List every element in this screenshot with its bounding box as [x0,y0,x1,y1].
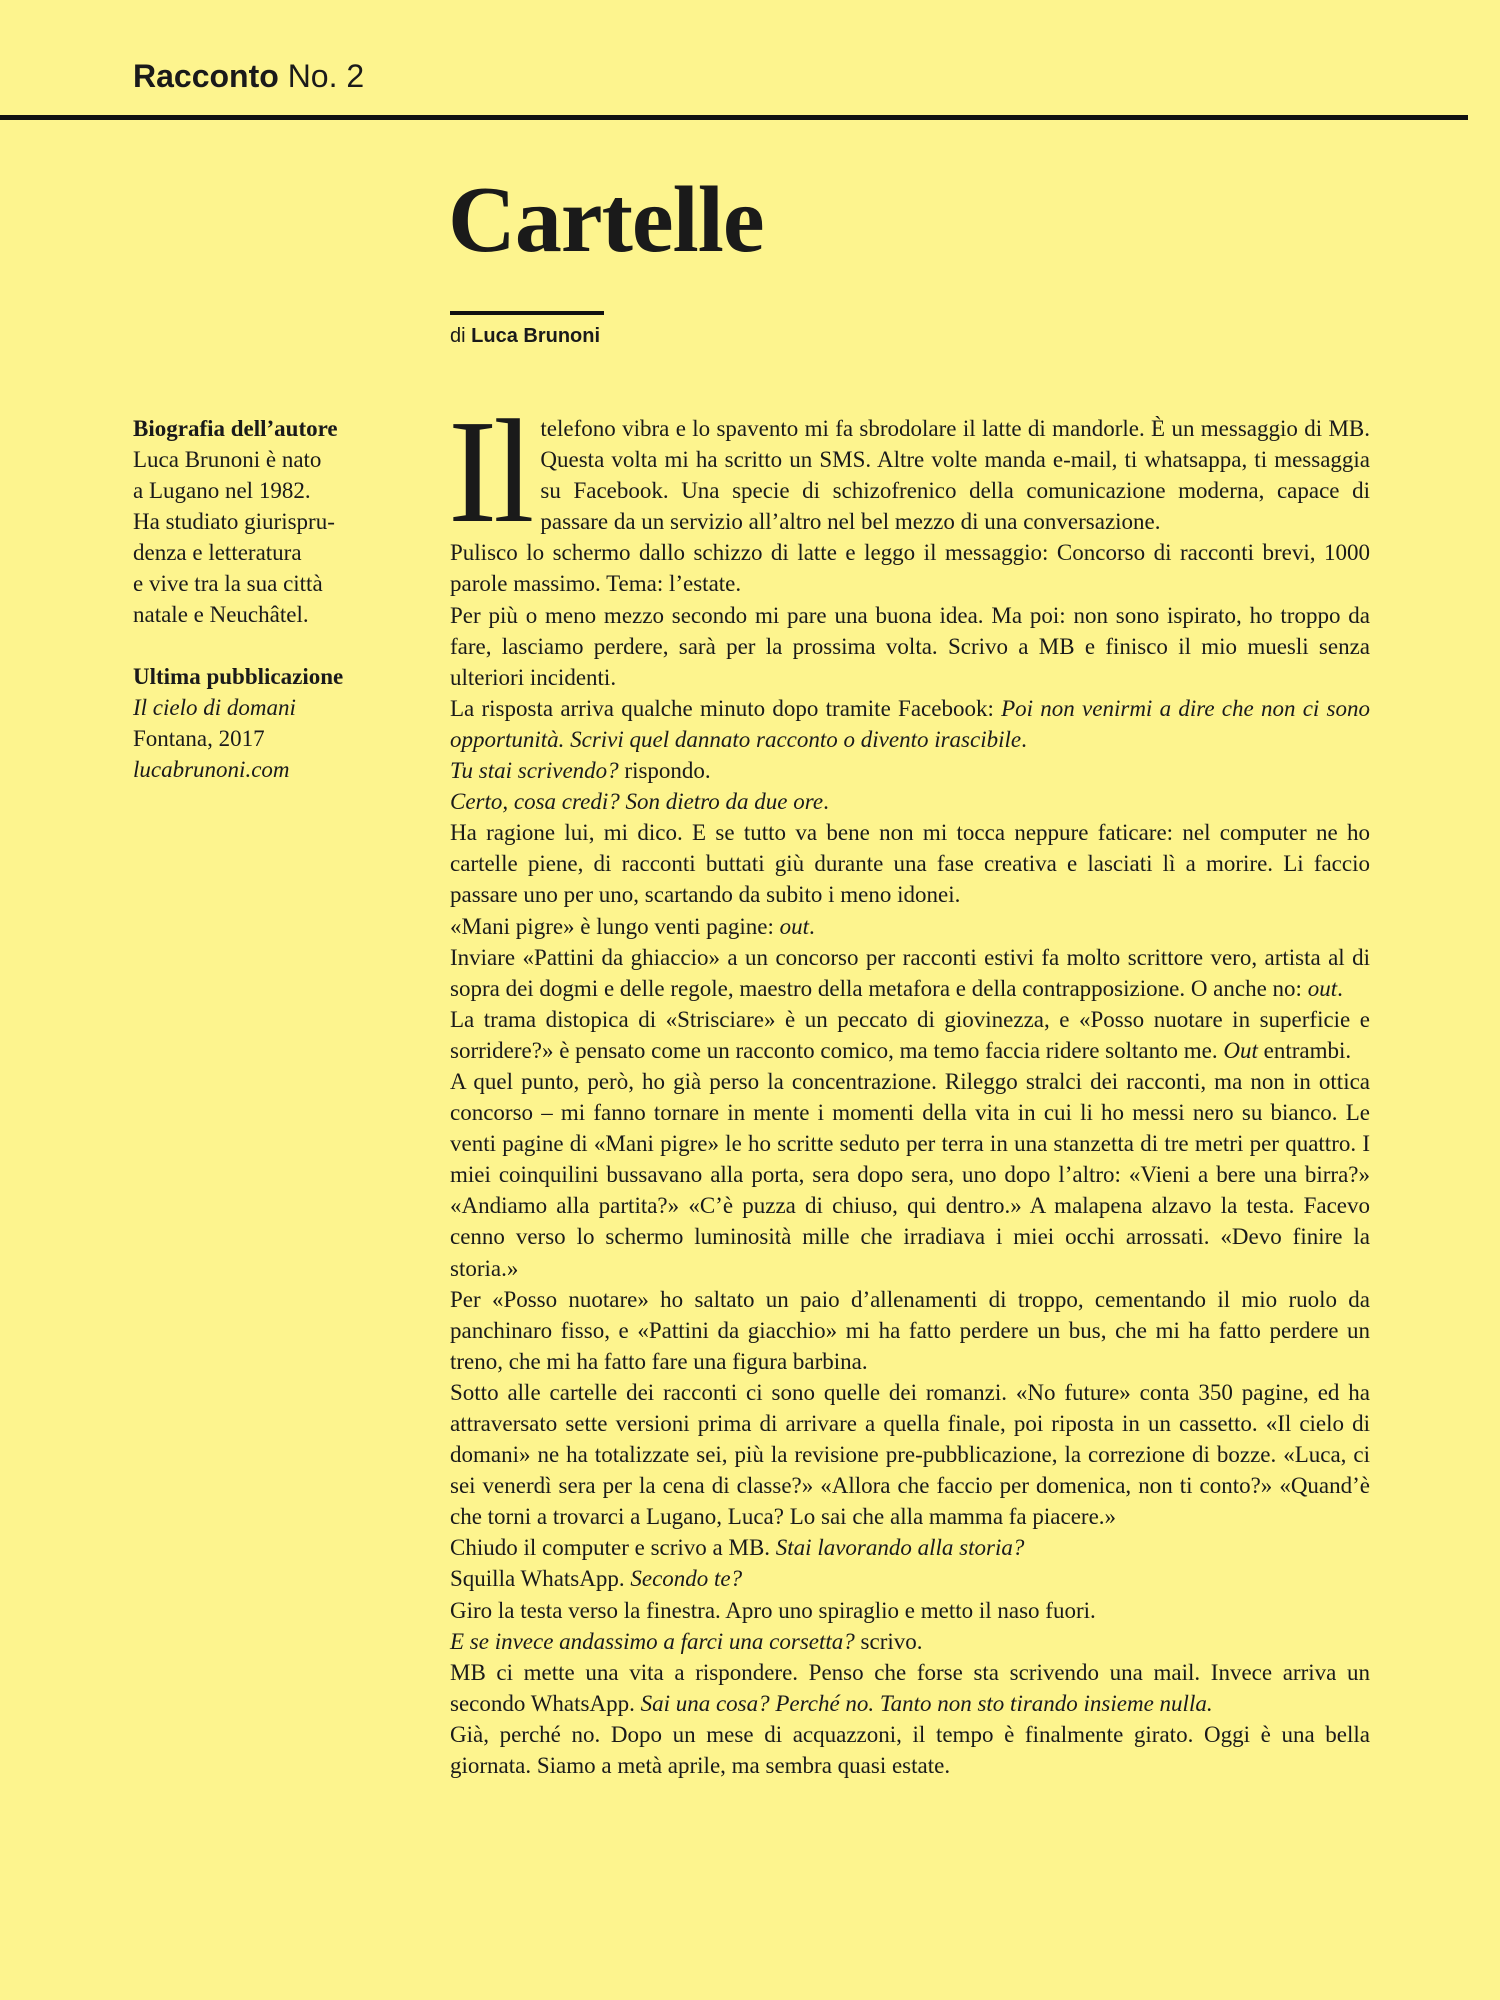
paragraph-text: . [823,789,829,815]
byline [450,322,600,350]
paragraph-text: entrambi. [1257,1037,1352,1063]
paragraph [448,390,1370,554]
paragraph: Per «Posso nuotare» ho saltato un paio d’allenamenti di troppo, cementando il mio ruolo da panchinaro fisso, e «Pattini da giacchio» mi ha fatto perdere un bus, che mi ha fatto perdere un treno, che mi ha fatto fare una figura barbina. [450,1286,1370,1374]
paragraph: Sotto alle cartelle dei racconti ci sono quelle dei romanzi. «No future» conta 350 pagine, ed ha attraversato sette versioni prima di arrivare a quella finale, poi riposta in un cassetto. «Il cielo di domani» ne ha totalizzate sei, più la revisione pre-pubblicazione, la correzione di bozze. «Luca, ci sei venerdì sera per la cena di classe?» «Allora che faccio per domenica, non ti conto?» «Quand’è che torni a trovarci a Lugano, Luca? Lo sai che alla mamma fa piacere.» [450,1379,1370,1530]
italic-text: out [779,913,809,939]
paragraph: Ha ragione lui, mi dico. E se tutto va bene non mi tocca neppure faticare: nel computer ne ho cartelle piene, di racconti buttati giù durante una fase creativa e lasciati lì a morire. Li faccio passare uno per uno, scartando da subito i meno idonei. [450,820,1370,908]
paragraph-text: rispondo. [618,758,711,784]
paragraph: A quel punto, però, ho già perso la concentrazione. Rileggo stralci dei racconti, ma non in ottica concorso – mi fanno tornare in mente i momenti della vita in cui li ho messi nero su bianco. Le venti pagine di «Mani pigre» le ho scritte seduto per terra in una stanzetta di tre metri per quattro. I miei coinquilini bussavano alla porta, sera dopo sera, uno dopo l’altro: «Vieni a bere una birra?» «Andiamo alla partita?» «C’è puzza di chiuso, qui dentro.» A malapena alzavo la testa. Facevo cenno verso lo schermo luminosità mille che irradiava i miei occhi arrossati. «Devo finire la storia.» [450,1068,1370,1281]
italic-text: Secondo te? [630,1566,743,1592]
publication-title: Il cielo di domani [133,695,296,720]
paragraph [450,1532,1370,1563]
section-number: No. 2 [287,58,365,94]
header-rule [0,115,1468,120]
paragraph-text: MB ci mette una vita a rispondere. Penso che forse sta scrivendo una mail. Invece arriva un secondo WhatsApp. [450,1659,1370,1716]
paragraph [450,1004,1370,1066]
paragraph-text: «Mani pigre» è lungo venti pagine: [450,913,780,939]
paragraph-text: scrivo. [854,1628,923,1654]
author-sidebar [133,413,393,785]
paragraph [450,1626,1370,1657]
paragraph: Giro la testa verso la finestra. Apro uno spiraglio e metto il naso fuori. [450,1597,1096,1623]
paragraph: Già, perché no. Dopo un mese di acquazzoni, il tempo è finalmente girato. Oggi è una bella giornata. Siamo a metà aprile, ma sembra quasi estate. [450,1721,1370,1779]
byline-rule [450,311,604,315]
paragraph-text: . [1337,975,1343,1001]
paragraph [450,942,1370,1004]
paragraph-text: . [808,913,815,939]
paragraph-text: La risposta arriva qualche minuto dopo tramite Facebook: [450,695,1002,721]
paragraph [450,786,1370,817]
paragraph-text: Inviare «Pattini da ghiaccio» a un concorso per racconti estivi fa molto scrittore vero, artista al di sopra dei dogmi e delle regole, maestro della metafora e della contrapposizione. O anche no: [450,944,1370,1001]
bio-line: Ha studiato giurispru- [133,509,335,534]
author-website: lucabrunoni.com [133,757,290,782]
italic-text: Stai lavorando alla storia? [775,1535,1025,1561]
italic-text: Tu stai scrivendo? [450,758,619,784]
byline-prefix: di [450,325,466,347]
bio-line: natale e Neuchâtel. [133,602,309,627]
paragraph [450,911,1370,942]
section-label: Racconto [133,58,279,94]
paragraph [450,1657,1370,1719]
paragraph: Per più o meno mezzo secondo mi pare una buona idea. Ma poi: non sono ispirato, ho troppo da fare, lasciamo perdere, sarà per la prossima volta. Scrivo a MB e finisco il mio muesli senza ulteriori incidenti. [450,602,1370,690]
italic-text: Sai una cosa? Perché no. Tanto non sto tirando insieme nulla. [640,1690,1213,1716]
paragraph [450,1563,1370,1594]
bio-heading: Biografia dell’autore [133,416,338,441]
article-title: Cartelle [448,168,764,272]
sidebar-spacer [133,630,393,661]
paragraph: Pulisco lo schermo dallo schizzo di latte e leggo il messaggio: Concorso di racconti brevi, 1000 parole massimo. Tema: l’estate. [450,540,1370,597]
bio-line: e vive tra la sua città [133,571,323,596]
paragraph-text: telefono vibra e lo spavento mi fa sbrodolare il latte di mandorle. È un messaggio di MB. Questa volta mi ha scritto un SMS. Altre volte manda e-mail, ti whatsappa, ti messaggia su Facebook. Una specie di schizofrenico della comunicazione moderna, capace di passare da un servizio all’altro nel bel mezzo di una conversazione. [540,416,1370,535]
publication-publisher: Fontana, 2017 [133,726,265,751]
bio-line: denza e letteratura [133,540,302,565]
paragraph [450,693,1370,755]
article-body [448,390,1371,1781]
paragraph-text: . [1021,726,1027,752]
drop-cap: Il [448,390,531,554]
italic-text: out [1307,975,1338,1001]
section-header [133,54,364,98]
paragraph-text: Chiudo il computer e scrivo a MB. [450,1535,776,1561]
italic-text: Poi non venirmi a dire che non ci sono opportunità. Scrivi quel dannato racconto o divento irascibile [450,695,1371,752]
publication-heading: Ultima pubblicazione [133,664,344,689]
bio-line: a Lugano nel 1982. [133,478,311,503]
italic-text: Certo, cosa credi? Son dietro da due ore [450,789,824,815]
paragraph-text: Squilla WhatsApp. [450,1566,631,1592]
paragraph [450,755,1370,786]
italic-text: E se invece andassimo a farci una corsetta? [450,1628,855,1654]
italic-text: Out [1223,1037,1258,1063]
bio-line: Luca Brunoni è nato [133,447,322,472]
paragraph-text: La trama distopica di «Strisciare» è un peccato di giovinezza, e «Posso nuotare in superficie e sorridere?» è pensato come un racconto comico, ma temo faccia ridere soltanto me. [450,1006,1370,1063]
byline-author: Luca Brunoni [471,325,601,347]
